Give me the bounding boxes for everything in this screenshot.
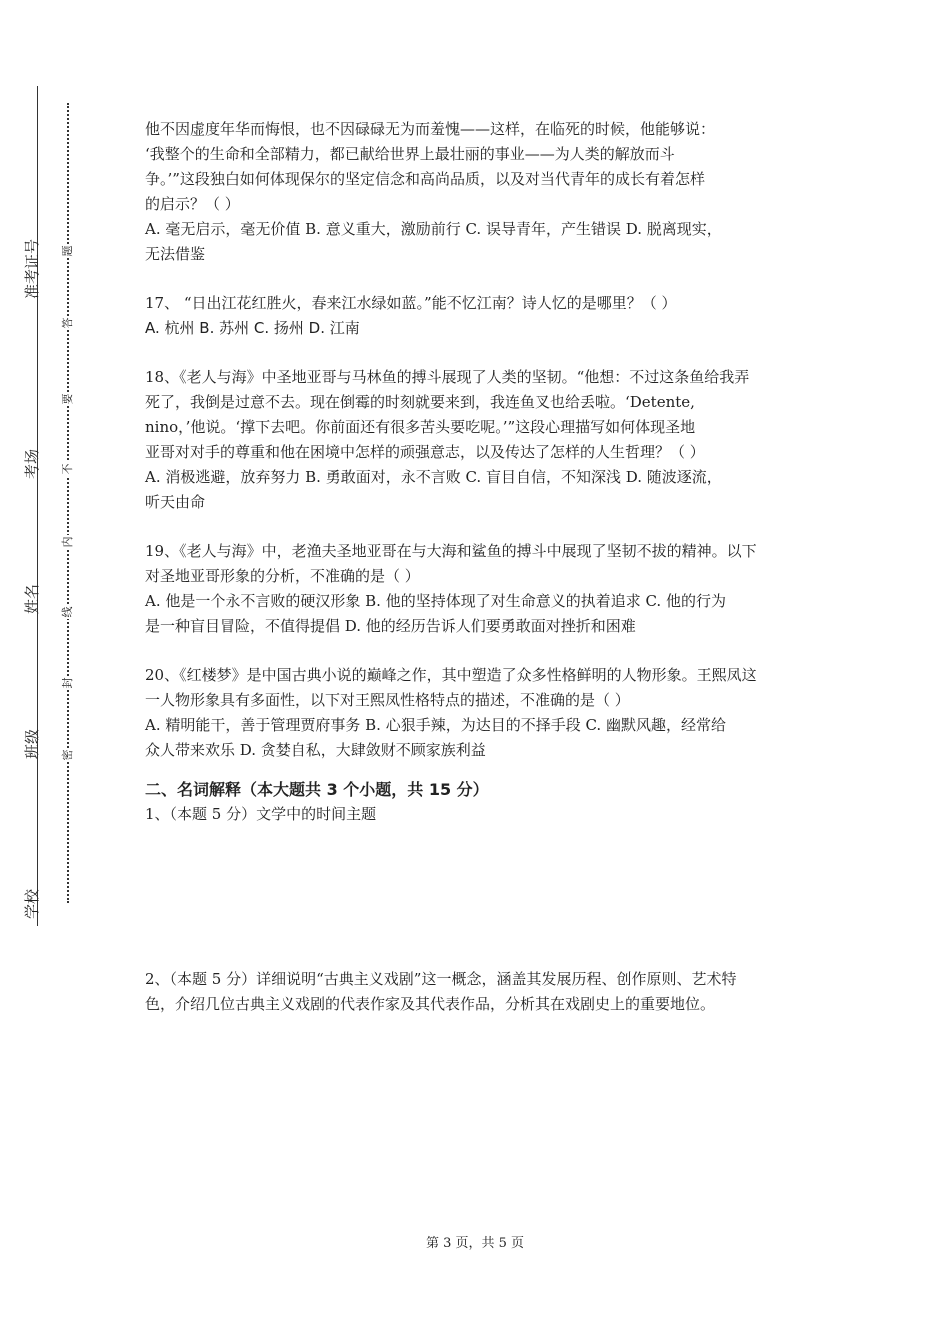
question-text: nino，’他说。‘撑下去吧。你前面还有很多苦头要吃呢。’”这段心理描写如何体现圣地 bbox=[145, 418, 696, 436]
question-16 bbox=[145, 117, 810, 267]
seal-char: 要 bbox=[61, 393, 74, 405]
question-text: 争。’”这段独白如何体现保尔的坚定信念和高尚品质，以及对当代青年的成长有着怎样 bbox=[145, 170, 705, 188]
label-name: 姓名 bbox=[23, 583, 41, 614]
seal-char: 不 bbox=[61, 463, 74, 475]
short-answer-question-1: 1、（本题 5 分）文学中的时间主题 bbox=[145, 805, 377, 823]
question-options: A. 杭州 B. 苏州 C. 扬州 D. 江南 bbox=[145, 319, 360, 337]
question-text: 17、 “日出江花红胜火，春来江水绿如蓝。”能不忆江南？诗人忆的是哪里？（ ） bbox=[145, 294, 677, 312]
seal-char: 内 bbox=[61, 536, 74, 548]
label-class: 班级 bbox=[23, 728, 41, 759]
question-options: 众人带来欢乐 D. 贪婪自私，大肆敛财不顾家族利益 bbox=[145, 741, 486, 759]
question-options: A. 消极逃避，放弃努力 B. 勇敢面对，永不言败 C. 盲目自信，不知深浅 D. 随波逐流， bbox=[145, 468, 722, 486]
question-text: 一人物形象具有多面性，以下对王熙凤性格特点的描述，不准确的是（ ） bbox=[145, 691, 630, 709]
question-17 bbox=[145, 291, 810, 341]
question-text: 20、《红楼梦》是中国古典小说的巅峰之作，其中塑造了众多性格鲜明的人物形象。王熙凤这 bbox=[145, 666, 757, 684]
margin-solid-line bbox=[37, 86, 38, 926]
label-exam-room: 考场 bbox=[23, 448, 41, 479]
question-options: A. 他是一个永不言败的硬汉形象 B. 他的坚持体现了对生命意义的执着追求 C. 他的行为 bbox=[145, 592, 726, 610]
question-text: 亚哥对对手的尊重和他在困境中怎样的顽强意志，以及传达了怎样的人生哲理？（ ） bbox=[145, 443, 705, 461]
section-title: 二、名词解释（本大题共 3 个小题，共 15 分） bbox=[145, 780, 489, 799]
label-school: 学校 bbox=[23, 888, 41, 919]
question-19 bbox=[145, 539, 810, 639]
exam-content bbox=[145, 117, 810, 1017]
question-text: 19、《老人与海》中，老渔夫圣地亚哥在与大海和鲨鱼的搏斗中展现了坚韧不拔的精神。以下 bbox=[145, 542, 757, 560]
question-text: 他不因虚度年华而悔恨，也不因碌碌无为而羞愧——这样，在临死的时候，他能够说： bbox=[145, 120, 716, 138]
seal-char: 封 bbox=[61, 677, 74, 689]
question-text: ‘我整个的生命和全部精力，都已献给世界上最壮丽的事业——为人类的解放而斗 bbox=[145, 145, 675, 163]
question-options: A. 毫无启示，毫无价值 B. 意义重大，激励前行 C. 误导青年，产生错误 D. 脱离现实， bbox=[145, 220, 722, 238]
seal-char: 密 bbox=[61, 749, 74, 761]
question-options: A. 精明能干，善于管理贾府事务 B. 心狠手辣，为达目的不择手段 C. 幽默风趣，经常给 bbox=[145, 716, 726, 734]
question-options: 听天由命 bbox=[145, 493, 206, 511]
seal-char: 题 bbox=[61, 245, 74, 257]
question-text: 的启示？（ ） bbox=[145, 195, 240, 213]
seal-char: 线 bbox=[61, 606, 74, 618]
margin-dotted-line bbox=[67, 103, 69, 903]
question-text: 对圣地亚哥形象的分析，不准确的是（ ） bbox=[145, 567, 420, 585]
question-text: 18、《老人与海》中圣地亚哥与马林鱼的搏斗展现了人类的坚韧。“他想：不过这条鱼给我弄 bbox=[145, 368, 750, 386]
question-options: 是一种盲目冒险，不值得提倡 D. 他的经历告诉人们要勇敢面对挫折和困难 bbox=[145, 617, 636, 635]
question-18 bbox=[145, 365, 810, 515]
seal-char: 答 bbox=[61, 317, 74, 329]
label-admission-number: 准考证号 bbox=[23, 238, 41, 299]
question-20 bbox=[145, 663, 810, 763]
page-number: 第 3 页，共 5 页 bbox=[425, 1236, 525, 1251]
short-answer-question-2-cont: 色，介绍几位古典主义戏剧的代表作家及其代表作品，分析其在戏剧史上的重要地位。 bbox=[145, 995, 716, 1013]
short-answer-question-2: 2、（本题 5 分）详细说明“古典主义戏剧”这一概念，涵盖其发展历程、创作原则、艺术特 bbox=[145, 970, 737, 988]
question-text: 死了，我倒是过意不去。现在倒霉的时刻就要来到，我连鱼叉也给丢啦。‘Detente, bbox=[145, 393, 695, 411]
question-options: 无法借鉴 bbox=[145, 245, 206, 263]
section-2 bbox=[145, 777, 810, 1017]
answer-space[interactable] bbox=[145, 827, 810, 967]
